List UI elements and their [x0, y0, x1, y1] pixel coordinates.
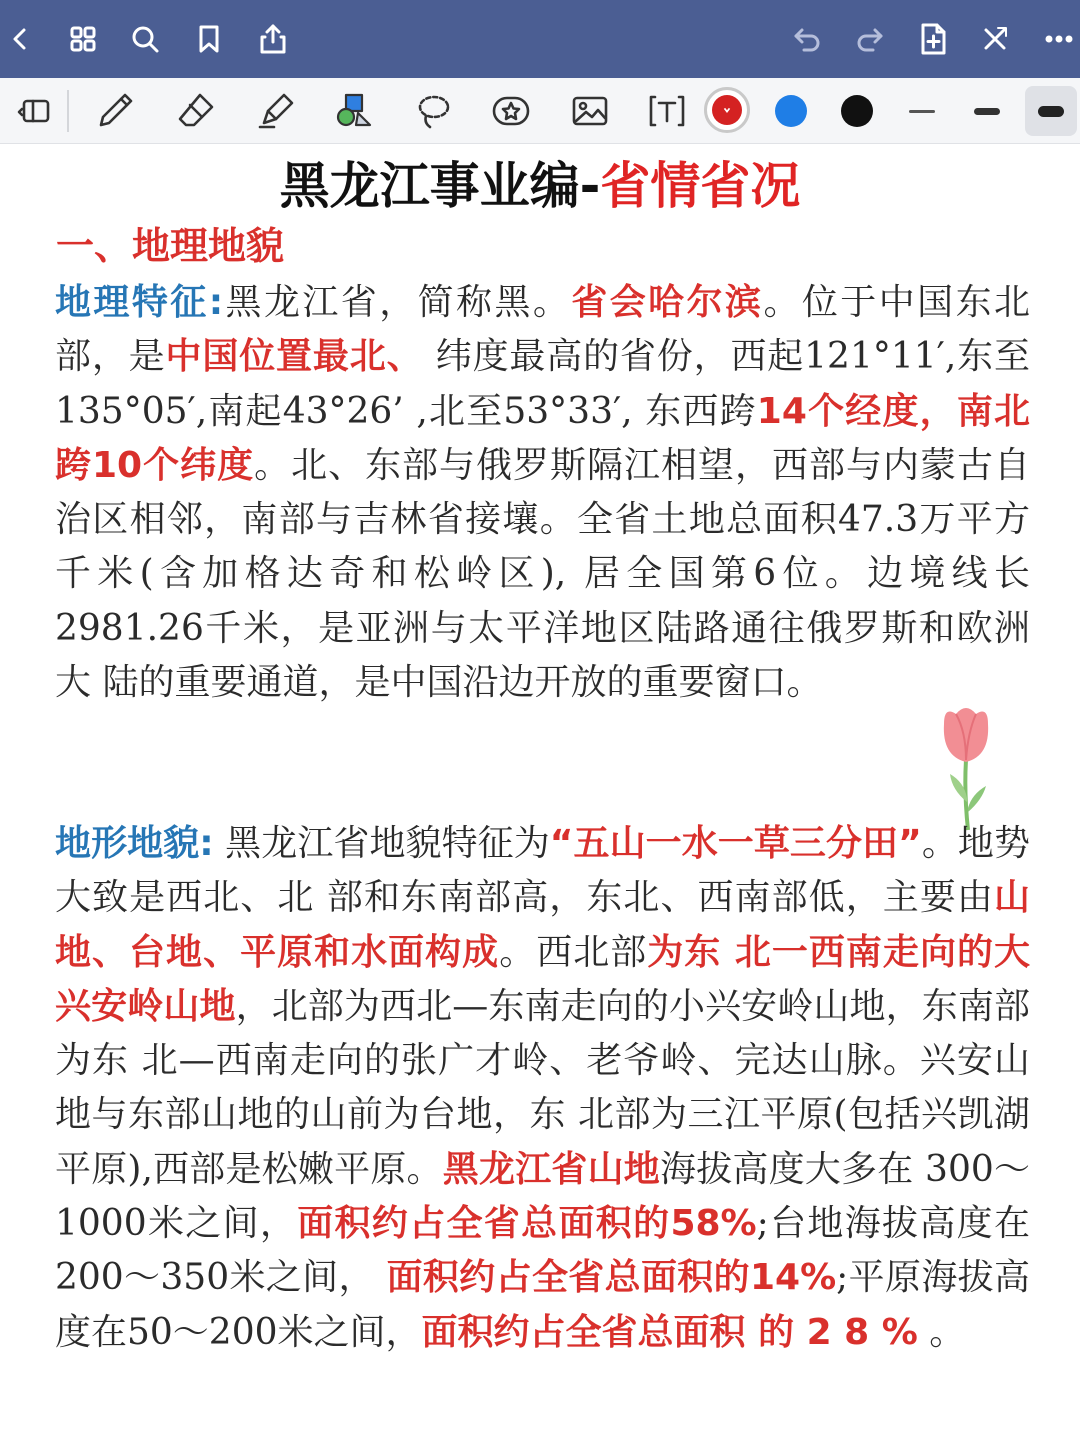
image-icon[interactable]	[564, 86, 616, 136]
paragraph-text: 。位于中国东北部，是	[55, 282, 1030, 378]
color-swatch-black[interactable]	[841, 95, 873, 127]
sticker-icon[interactable]	[485, 86, 537, 136]
paragraph-text: ，北部为西北—东南走向的小兴安岭山地，东南部为东 北—西南走向的张广才岭、老爷岭、完达山脉。兴安山地与东部山地的山前为台地，东 北部为三江平原(包括兴凯湖平原),西部是松嫩平原。	[55, 985, 1030, 1190]
text-icon[interactable]	[641, 86, 693, 136]
toolbar-divider	[67, 90, 69, 132]
paragraph-text: ;平原海拔高度在50～200米之间，	[55, 1257, 1030, 1353]
paragraph-text: 。西北部	[499, 931, 648, 973]
paragraph-text: 海拔高度大多在 300～1000米之间，	[55, 1148, 1030, 1245]
color-swatch-red-selected[interactable]	[704, 87, 750, 133]
sidebar-toggle-icon[interactable]	[10, 86, 62, 136]
highlight-text: “五山一水一草三分田”	[549, 823, 922, 864]
paragraph-text: 黑龙江省地貌特征为	[213, 823, 550, 864]
eraser-icon[interactable]	[170, 86, 222, 136]
title-red-part: 省情省况	[600, 157, 801, 215]
add-page-icon[interactable]	[908, 14, 958, 64]
highlighter-icon[interactable]	[250, 86, 302, 136]
highlight-text: 面积约占全省总面积的14%	[386, 1257, 837, 1299]
highlight-text: 为东 北一西南走向的大兴安岭山地	[55, 931, 1030, 1027]
paragraph-text: 纬度最高的省份，西起121°11′,东至135°05′,南起43°26’ ,北至53°33′, 东西跨	[55, 336, 1030, 432]
shapes-icon[interactable]	[328, 86, 380, 136]
paragraph-text: 。	[917, 1311, 966, 1353]
lasso-icon[interactable]	[408, 86, 460, 136]
top-app-bar	[0, 0, 1080, 78]
highlight-text: 山地、台地、平原和水面构成	[55, 877, 1030, 973]
highlight-text: 面积约占全省总面积的58%	[297, 1203, 757, 1245]
bookmark-icon[interactable]	[184, 14, 234, 64]
stroke-medium[interactable]	[961, 86, 1013, 136]
share-icon[interactable]	[248, 14, 298, 64]
paragraph-text: ;台地海拔高度在200～350米之间，	[55, 1203, 1031, 1299]
close-tools-icon[interactable]	[970, 14, 1020, 64]
grid-icon[interactable]	[58, 14, 108, 64]
color-swatch-blue[interactable]	[775, 95, 807, 127]
annotation-toolbar	[0, 78, 1080, 144]
stroke-thick-selected[interactable]	[1025, 86, 1077, 136]
paragraph-label: 地形地貌:	[55, 823, 214, 864]
stroke-thin[interactable]	[896, 86, 948, 136]
search-icon[interactable]	[120, 14, 170, 64]
paragraph-text: 。北、东部与俄罗斯隔江相望，西部与内蒙古自 治区相邻，南部与吉林省接壤。全省土地总面积47.3万平方千米(含加格达奇和松岭区), 居全国第6位。边境线长2981.26千米，是亚洲与太平洋地区陆路通往俄罗斯和欧洲大 陆的重要通道，是中国沿边开放的重要窗口。	[55, 444, 1030, 704]
paragraph-label: 地理特征:	[55, 282, 224, 323]
paragraph-geography	[55, 276, 1030, 710]
highlight-text: 省会哈尔滨	[571, 282, 764, 323]
redo-icon[interactable]	[845, 14, 895, 64]
highlight-text: 黑龙江省山地	[442, 1148, 660, 1190]
pen-icon[interactable]	[89, 86, 141, 136]
highlight-text: 中国位置最北、	[165, 336, 424, 378]
highlight-text: 面积约占全省总面积 的 2 8 %	[421, 1311, 918, 1353]
paragraph-text: 黑龙江省，简称黑。	[223, 282, 572, 323]
paragraph-text: 。地势大致是西北、北 部和东南部高，东北、西南部低，主要由	[55, 823, 1030, 919]
highlight-text: 14个经度，南北跨10个纬度	[55, 390, 1030, 486]
document-title	[0, 154, 1080, 218]
undo-icon[interactable]	[782, 14, 832, 64]
section-heading: 一、地理地貌	[56, 224, 285, 268]
title-black-part: 黑龙江事业编-	[279, 157, 601, 215]
paragraph-landform	[55, 817, 1030, 1360]
more-icon[interactable]	[1034, 14, 1080, 64]
back-icon[interactable]	[0, 14, 46, 64]
tulip-sticker-icon	[930, 702, 1002, 832]
document-page	[0, 144, 1080, 1440]
